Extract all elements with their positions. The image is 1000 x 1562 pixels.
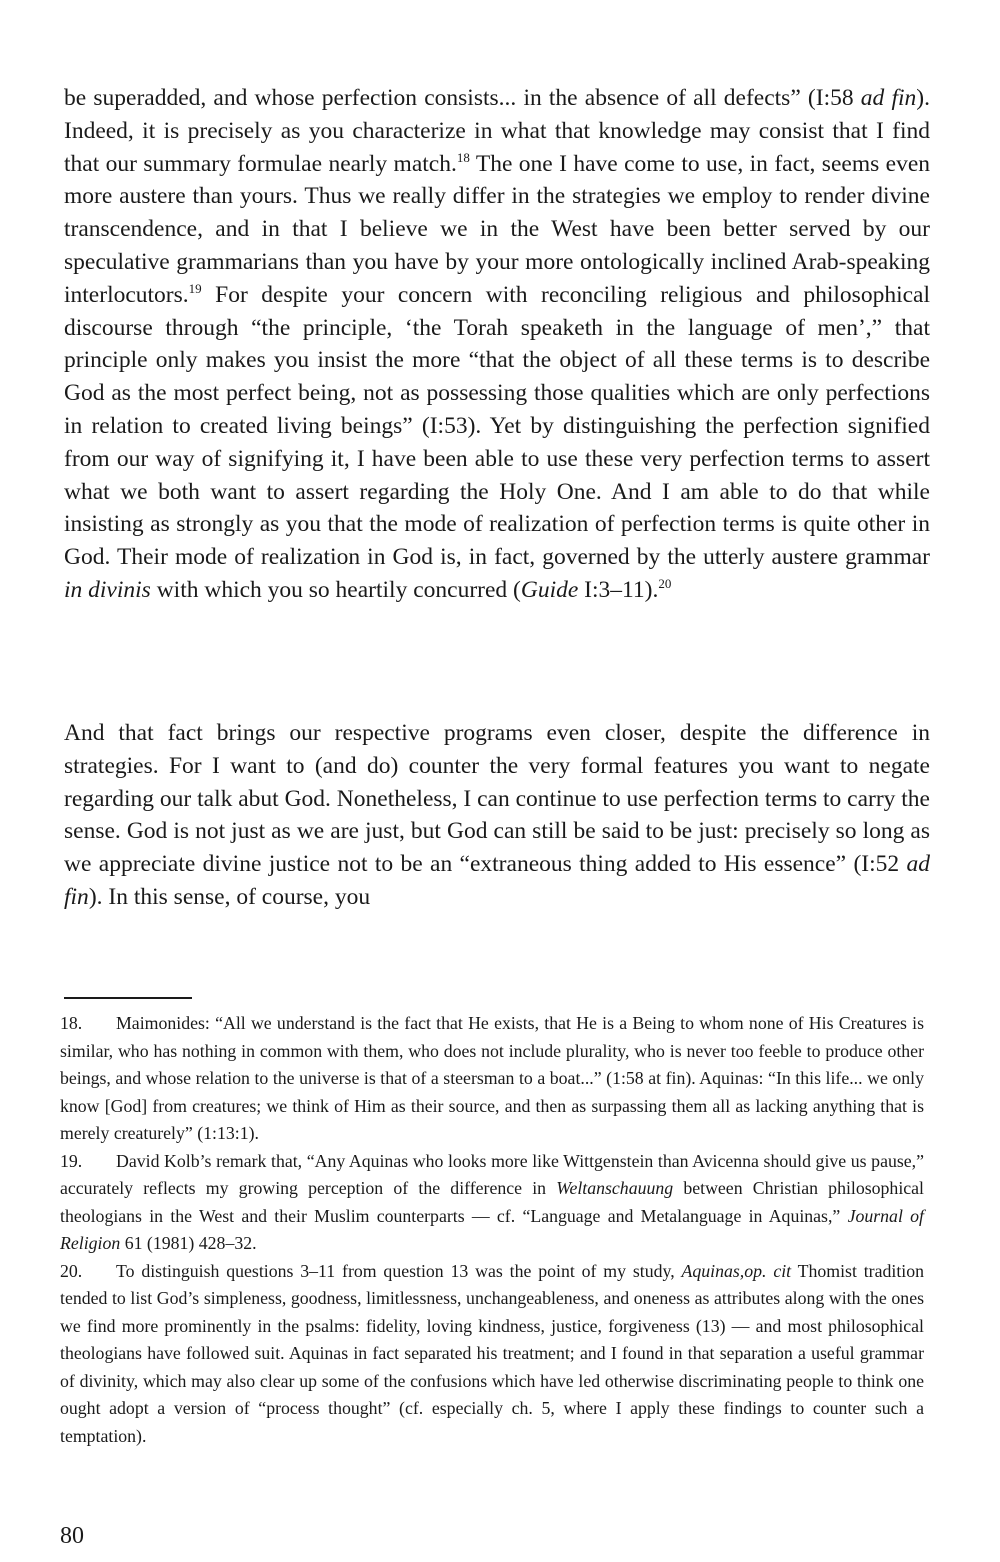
footnote-text: Thomist tradition tended to list God’s simpleness, goodness, limitlessness, unchangeableness, and oneness as attributes along with the ones we find more prominently in the psalms: fidelity, loving kindness, justice, forgiveness (13) — and most philosophical theologians have followed suit. Aquinas in fact separated his treatment; and I found in that separation a useful grammar of divinity, which may also clear up some of the confusions which have led otherwise discriminating people to think one ought adopt a version of “process thought” (cf. especially ch. 5, where I apply these findings to counter such a temptation).: [60, 1260, 924, 1446]
p1-text-6: I:3–11).: [578, 576, 659, 603]
p1-italic-in-divinis: in divinis: [64, 576, 151, 603]
footnote-separator-rule: [64, 997, 192, 999]
p1-italic-guide: Guide: [520, 576, 579, 603]
footnote-italic: Weltanschauung: [556, 1178, 674, 1198]
p2-italic-ad-fin: ad fin: [64, 851, 930, 910]
footnote-italic-journal: Journal of Religion: [60, 1205, 924, 1253]
footnote-ref-20[interactable]: 20: [658, 576, 672, 592]
footnote-text: To distinguish questions 3–11 from question 13 was the point of my study,: [116, 1260, 682, 1281]
p2-text-1: And that fact brings our respective programs even closer, despite the difference in strategies. For I want to (and do) counter the very formal features you want to negate regarding our talk abut God. Nonetheless, I can continue to use perfection terms to carry the sense. God is not just as we are just, but God can still be said to be just: precisely so long as we appreciate divine justice not to be an “extraneous thing added to His essence” (I:52: [64, 720, 930, 878]
p2-text-2: ). In this sense, of course, you: [88, 883, 371, 910]
footnote-19: [60, 1148, 924, 1258]
footnote-number: 20.: [60, 1260, 83, 1281]
p1-text-2: ). Indeed, it is precisely as you characterize in what that knowledge may consist that I find that our summary formulae nearly match.: [64, 85, 930, 177]
footnote-20: [60, 1258, 924, 1451]
p1-text-4: For despite your concern with reconciling religious and philosophical discourse through “the principle, ‘the Torah speaketh in the language of men’,” that principle only makes you insist the more “that the object of all these terms is to describe God as the most perfect being, not as possessing those qualities which are only perfections in relation to created living beings” (I:53). Yet by distinguishing the perfection signified from our way of signifying it, I have been able to use these very perfection terms to assert what we both want to assert regarding the Holy One. And I am able to do that while insisting as strongly as you that the mode of realization of perfection terms is quite other in God. Their mode of realization in God is, in fact, governed by the utterly austere grammar: [64, 281, 930, 571]
footnote-18: [60, 1010, 924, 1148]
footnotes-section: [60, 1010, 924, 1450]
p1-text-3: The one I have come to use, in fact, seems even more austere than yours. Thus we really differ in the strategies we employ to render divine transcendence, and in that I believe we in the West have been better served by our speculative grammarians than you have by your more ontologically inclined Arab-speaking interlocutors.: [64, 150, 931, 308]
p1-text-1: be superadded, and whose perfection consists... in the absence of all defects” (I:58: [64, 85, 861, 111]
footnote-text: 61 (1981) 428–32.: [120, 1233, 257, 1253]
page-number: 80: [60, 1523, 84, 1549]
body-paragraph-1: [64, 82, 930, 607]
p1-italic-ad-fin: ad fin: [860, 85, 917, 111]
p1-text-5: with which you so heartily concurred (: [150, 576, 521, 603]
footnote-text: between Christian philosophical theologians in the West and their Muslim counterparts — cf. “Language and Metalanguage in Aquinas,”: [60, 1178, 924, 1226]
footnote-italic: Aquinas,op. cit: [681, 1260, 792, 1281]
footnote-ref-19[interactable]: 19: [188, 280, 202, 296]
footnote-ref-18[interactable]: 18: [456, 149, 470, 165]
footnote-number: 19.: [60, 1150, 83, 1171]
footnote-text: Maimonides: “All we understand is the fact that He exists, that He is a Being to whom none of His Creatures is similar, who has nothing in common with them, who does not include plurality, who is never too feeble to produce other beings, and whose relation to the universe is that of a steersman to a boat...” (1:58 at fin). Aquinas: “In this life... we only know [God] from creatures; we think of Him as their source, and then as surpassing them all as lacking anything that is merely creaturely” (1:13:1).: [60, 1013, 924, 1143]
footnote-text: David Kolb’s remark that, “Any Aquinas who looks more like Wittgenstein than Avicenna should give us pause,” accurately reflects my growing perception of the difference in: [60, 1150, 924, 1198]
body-paragraph-2: [64, 717, 930, 914]
footnote-number: 18.: [60, 1013, 83, 1033]
